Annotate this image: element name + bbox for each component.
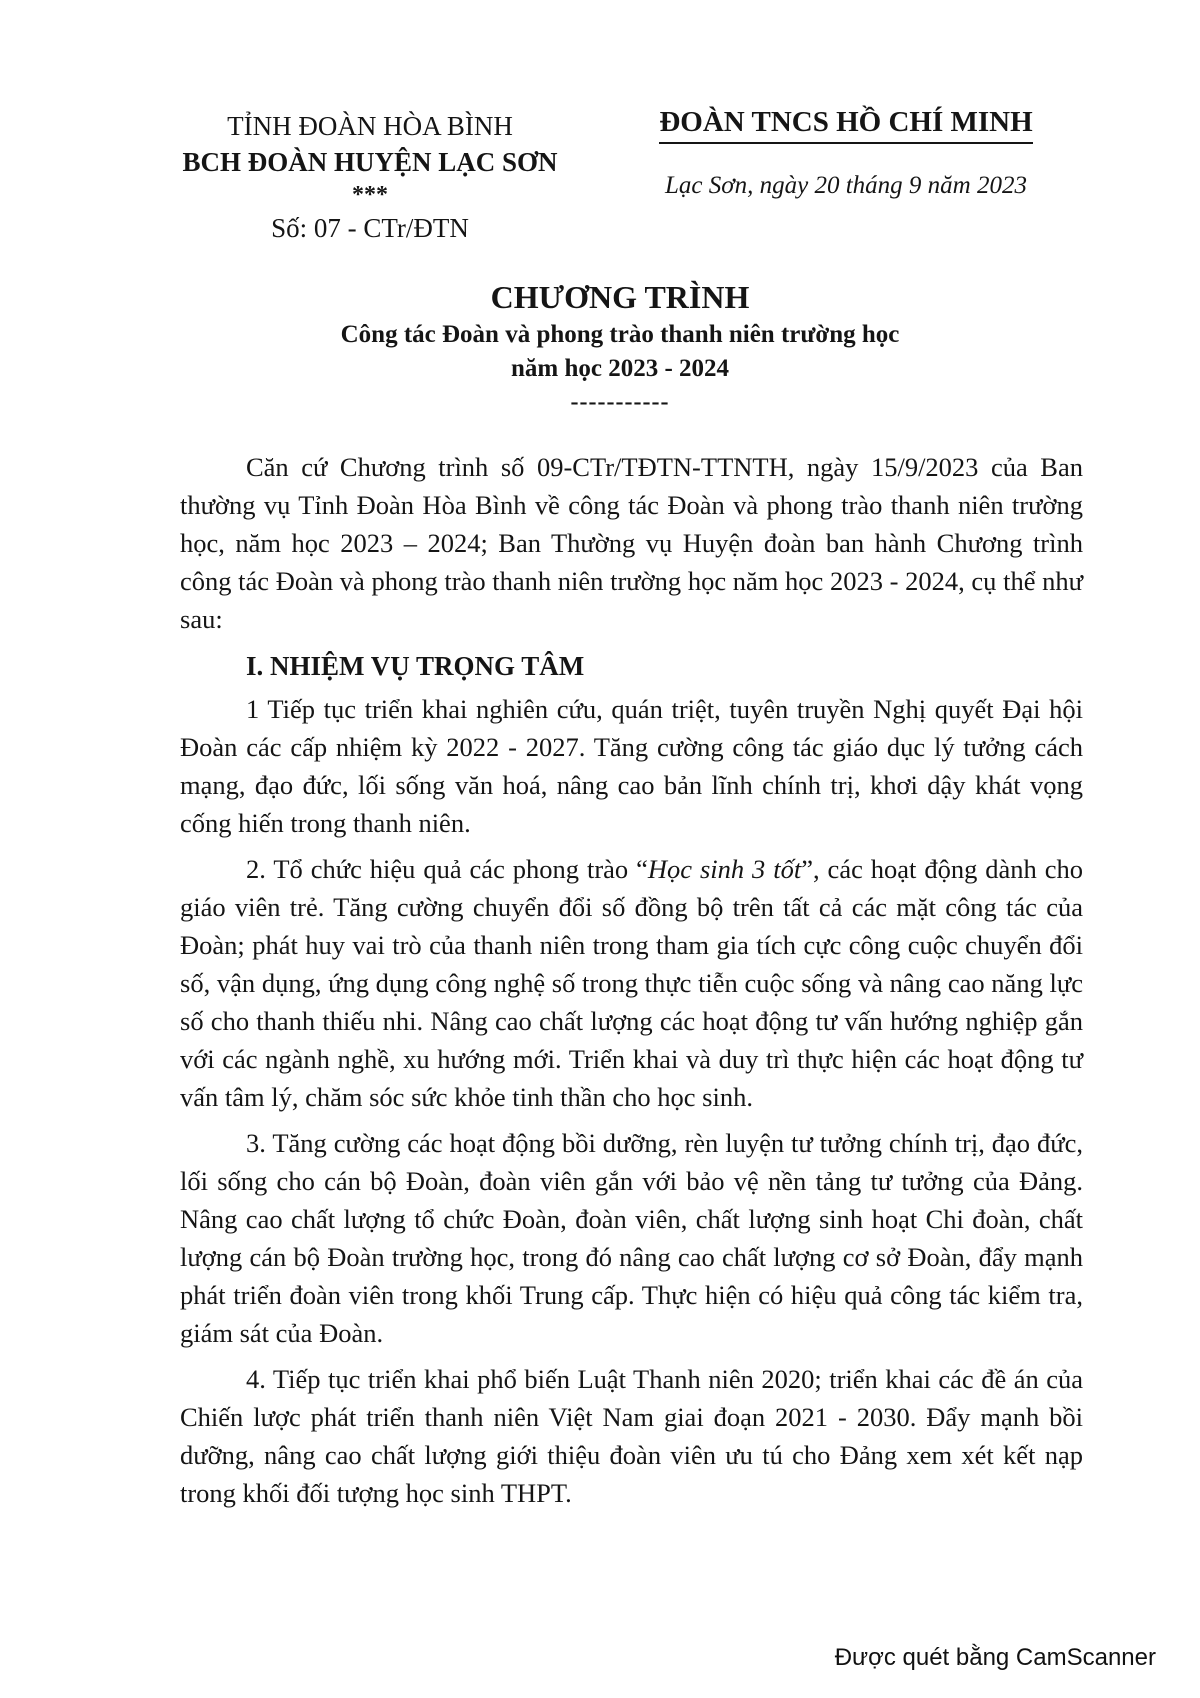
motto-block xyxy=(636,104,1056,200)
motto: ĐOÀN TNCS HỒ CHÍ MINH xyxy=(659,104,1032,144)
title-divider: ----------- xyxy=(570,389,670,415)
document-body xyxy=(180,448,1083,1520)
place-and-date: Lạc Sơn, ngày 20 tháng 9 năm 2023 xyxy=(665,172,1027,199)
issuing-organization-block xyxy=(160,108,580,246)
task-item-2-prefix: 2. Tổ chức hiệu quả các phong trào “ xyxy=(246,854,648,884)
stars-separator: *** xyxy=(352,182,388,208)
task-item-2 xyxy=(180,850,1083,1116)
task-item-2-text: ”, các hoạt động dành cho giáo viên trẻ. Tăng cường chuyển đổi số đồng bộ trên tất cả các mặt công tác của Đoàn; phát huy vai trò của thanh niên trong tham gia tích cực công cuộc chuyển đổi số, vận dụng, ứng dụng công nghệ số trong thực tiễn cuộc sống và nâng cao năng lực số cho thanh thiếu nhi. Nâng cao chất lượng các hoạt động tư vấn hướng nghiệp gắn với các ngành nghề, xu hướng mới. Triển khai và duy trì thực hiện các hoạt động tư vấn tâm lý, chăm sóc sức khỏe tinh thần cho học sinh. xyxy=(180,854,1083,1112)
task-item-3: 3. Tăng cường các hoạt động bồi dưỡng, rèn luyện tư tưởng chính trị, đạo đức, lối sống cho cán bộ Đoàn, đoàn viên gắn với bảo vệ nền tảng tư tưởng của Đảng. Nâng cao chất lượng tổ chức Đoàn, đoàn viên, chất lượng sinh hoạt Chi đoàn, chất lượng cán bộ Đoàn trường học, trong đó nâng cao chất lượng cơ sở Đoàn, đẩy mạnh phát triển đoàn viên trong khối Trung cấp. Thực hiện có hiệu quả công tác kiểm tra, giám sát của Đoàn. xyxy=(180,1128,1083,1348)
issuing-organization: BCH ĐOÀN HUYỆN LẠC SƠN xyxy=(182,147,558,177)
parent-organization: TỈNH ĐOÀN HÒA BÌNH xyxy=(227,111,513,141)
document-number: Số: 07 - CTr/ĐTN xyxy=(271,213,469,243)
intro-paragraph: Căn cứ Chương trình số 09-CTr/TĐTN-TTNTH, ngày 15/9/2023 của Ban thường vụ Tỉnh Đoàn Hòa Bình về công tác Đoàn và phong trào thanh niên trường học, năm học 2023 – 2024; Ban Thường vụ Huyện đoàn ban hành Chương trình công tác Đoàn và phong trào thanh niên trường học năm học 2023 - 2024, cụ thể như sau: xyxy=(180,452,1083,634)
section-heading: I. NHIỆM VỤ TRỌNG TÂM xyxy=(246,651,585,681)
task-item-4: 4. Tiếp tục triển khai phổ biến Luật Thanh niên 2020; triển khai các đề án của Chiến lược phát triển thanh niên Việt Nam giai đoạn 2021 - 2030. Đẩy mạnh bồi dưỡng, nâng cao chất lượng giới thiệu đoàn viên ưu tú cho Đảng xem xét kết nạp trong khối đối tượng học sinh THPT. xyxy=(180,1364,1083,1508)
document-title-block xyxy=(160,276,1080,415)
task-item-1: 1 Tiếp tục triển khai nghiên cứu, quán triệt, tuyên truyền Nghị quyết Đại hội Đoàn các cấp nhiệm kỳ 2022 - 2027. Tăng cường công tác giáo dục lý tưởng cách mạng, đạo đức, lối sống văn hoá, nâng cao bản lĩnh chính trị, khơi dậy khát vọng cống hiến trong thanh niên. xyxy=(180,694,1083,838)
document-title: CHƯƠNG TRÌNH xyxy=(490,279,750,315)
campaign-name: Học sinh 3 tốt xyxy=(647,854,802,884)
document-subtitle: Công tác Đoàn và phong trào thanh niên trường học xyxy=(340,321,900,348)
scanner-watermark: Được quét bằng CamScanner xyxy=(834,1644,1156,1671)
school-year: năm học 2023 - 2024 xyxy=(510,355,730,382)
